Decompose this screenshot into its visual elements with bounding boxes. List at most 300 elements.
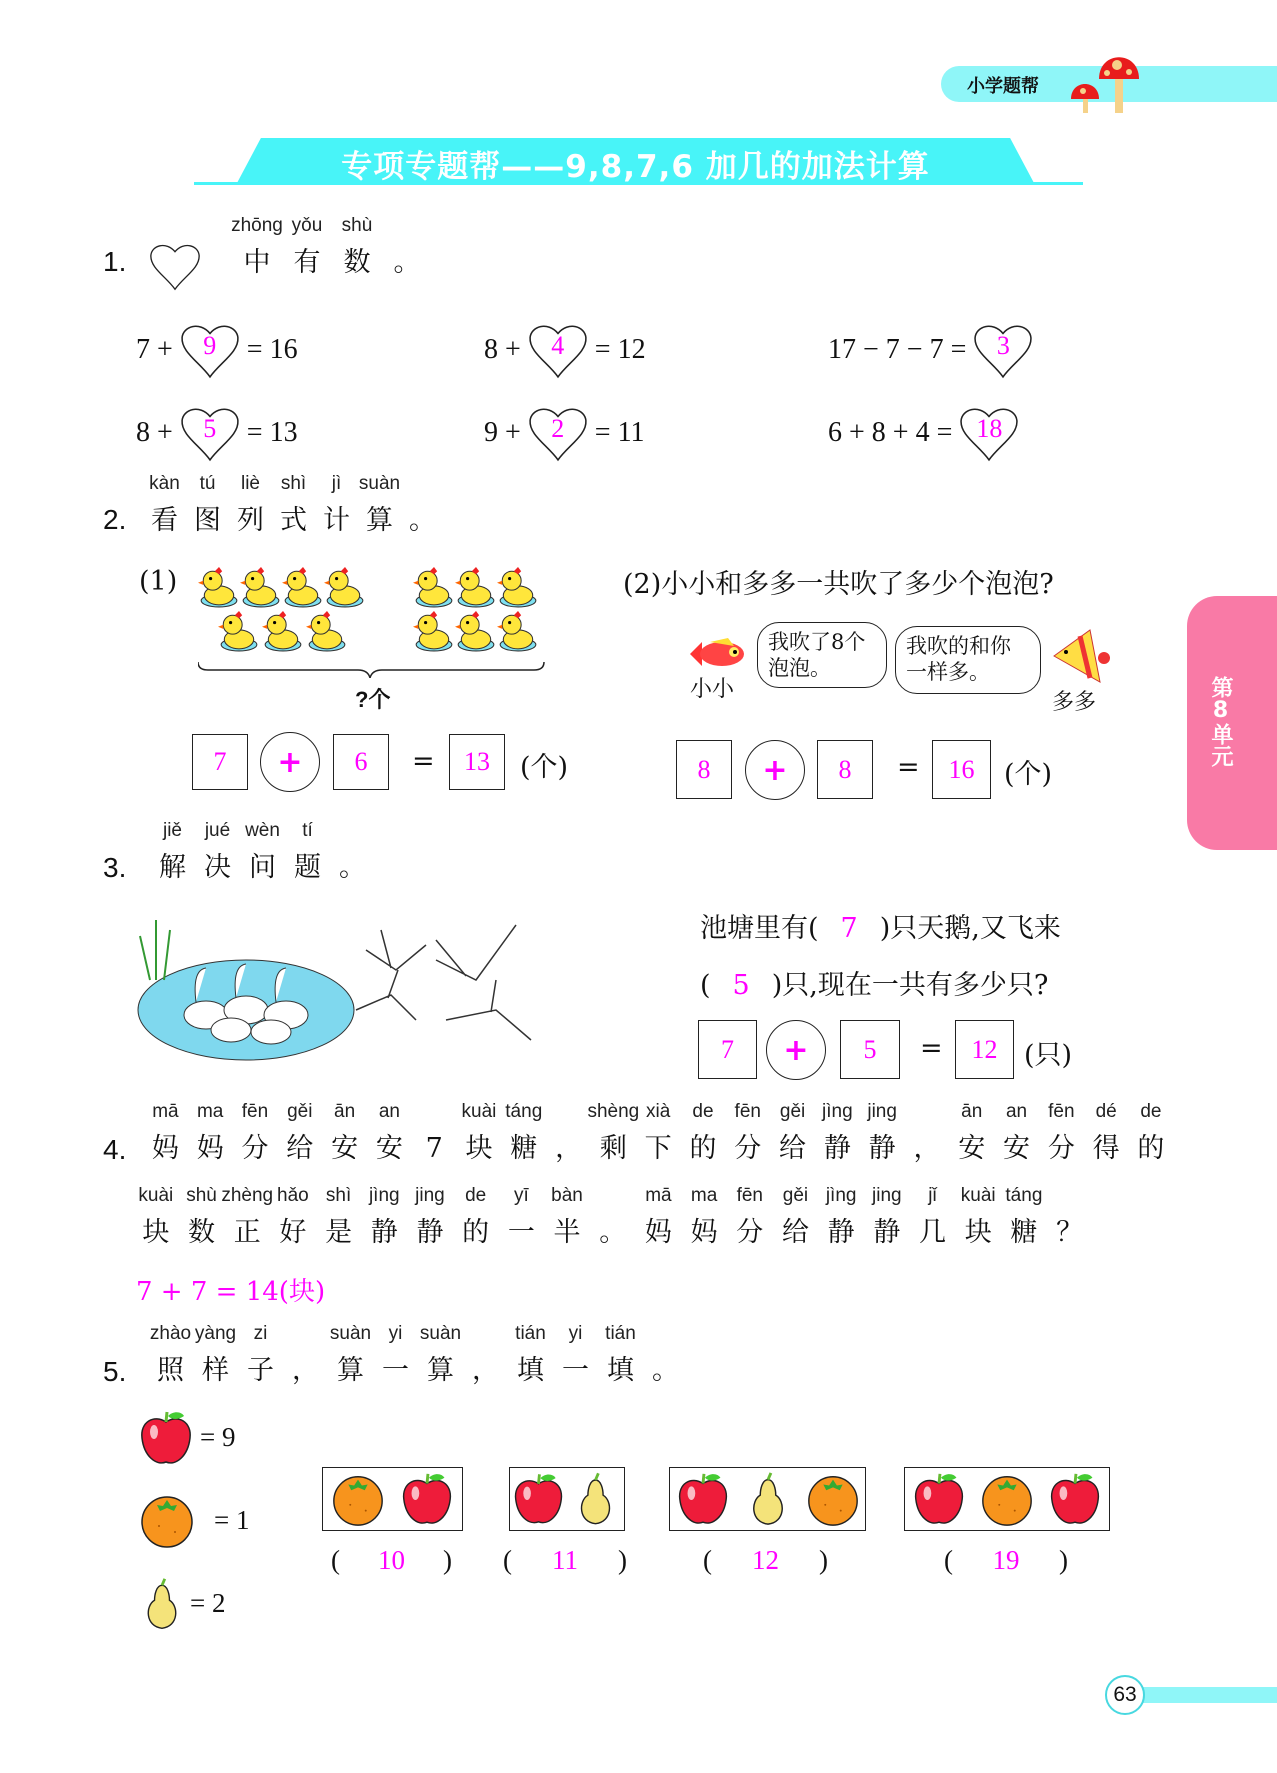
pinyin: fēn bbox=[241, 1101, 269, 1122]
pinyin: xià bbox=[646, 1101, 671, 1122]
pinyin: gěi bbox=[779, 1101, 806, 1122]
legend-orange-value: = 1 bbox=[214, 1505, 250, 1535]
hanzi: 块 bbox=[465, 1133, 493, 1164]
pinyin-char-cell bbox=[148, 1323, 193, 1389]
hanzi: 一 bbox=[382, 1355, 409, 1386]
pinyin-char-cell bbox=[508, 1323, 553, 1389]
hanzi: 妈 bbox=[151, 1133, 179, 1164]
pinyin-char-cell bbox=[316, 1185, 362, 1251]
addend-box-2[interactable]: 6 bbox=[333, 734, 389, 790]
q1-number: 1. bbox=[103, 246, 127, 277]
apple-icon bbox=[674, 1470, 732, 1528]
pinyin: ān bbox=[334, 1101, 356, 1122]
pinyin-char-cell bbox=[233, 1101, 278, 1167]
red-fish-icon bbox=[688, 636, 748, 672]
fish-name-xiaoxiao: 小小 bbox=[690, 677, 735, 702]
pinyin: hǎo bbox=[277, 1185, 309, 1206]
heart-icon bbox=[147, 241, 203, 291]
q5-instruction bbox=[148, 1323, 688, 1389]
hanzi: 静 bbox=[823, 1133, 851, 1164]
pinyin-char-cell bbox=[330, 820, 375, 886]
pinyin: de bbox=[692, 1101, 714, 1122]
q4-answer[interactable]: 7 + 7 = 14(块) bbox=[136, 1277, 326, 1307]
pinyin: an bbox=[378, 1101, 400, 1122]
pinyin: kàn bbox=[149, 473, 180, 494]
pinyin-char-cell bbox=[229, 473, 272, 539]
pinyin-char-cell bbox=[636, 1101, 681, 1167]
pinyin-char-cell bbox=[1001, 1185, 1047, 1251]
pinyin-char-cell bbox=[272, 473, 315, 539]
pinyin: shì bbox=[280, 473, 307, 494]
answer-blank[interactable]: 7 bbox=[840, 913, 858, 944]
hanzi: 分 bbox=[736, 1217, 764, 1248]
pinyin: jìng bbox=[368, 1185, 400, 1206]
apple-icon bbox=[510, 1470, 567, 1528]
q5-number: 5. bbox=[103, 1356, 127, 1387]
pinyin: suàn bbox=[329, 1323, 372, 1344]
pinyin-char-cell bbox=[188, 1101, 233, 1167]
pinyin: suàn bbox=[358, 473, 401, 494]
hanzi: 。 bbox=[339, 852, 366, 883]
pinyin: yàng bbox=[194, 1323, 237, 1344]
pinyin-char-cell bbox=[382, 215, 432, 281]
hanzi: 照 bbox=[157, 1355, 184, 1386]
pinyin: jing bbox=[415, 1185, 445, 1206]
hanzi: 给 bbox=[781, 1217, 809, 1248]
fish-name-duoduo: 多多 bbox=[1052, 690, 1097, 715]
yellow-fish-icon bbox=[1050, 622, 1110, 688]
legend-apple-value: = 9 bbox=[200, 1422, 236, 1452]
bracket-close: ) bbox=[1059, 1545, 1068, 1575]
pinyin-char-cell bbox=[499, 1185, 545, 1251]
pinyin-char-cell bbox=[457, 1101, 502, 1167]
pinyin-char-cell bbox=[133, 1185, 179, 1251]
hanzi: 数 bbox=[188, 1217, 216, 1248]
equation-suffix: = 13 bbox=[246, 417, 298, 448]
fruit-group-answer[interactable] bbox=[503, 1545, 627, 1576]
pinyin-char-cell bbox=[150, 820, 195, 886]
pinyin: jǐ bbox=[928, 1185, 937, 1206]
equation-prefix: 6 + 8 + 4 = bbox=[828, 417, 953, 448]
answer-value: 3 bbox=[996, 331, 1010, 360]
hanzi: 几 bbox=[919, 1217, 947, 1248]
pinyin: tí bbox=[302, 820, 313, 841]
fruit-group-box bbox=[669, 1467, 866, 1531]
fruit-group-box bbox=[322, 1467, 463, 1531]
hanzi: 。 bbox=[409, 505, 436, 536]
q2-instruction bbox=[143, 473, 444, 539]
pinyin: tián bbox=[605, 1323, 636, 1344]
bubble-line: 泡泡。 bbox=[768, 656, 831, 680]
q3-number: 3. bbox=[103, 852, 127, 883]
pinyin-char-cell bbox=[994, 1101, 1039, 1167]
hanzi: 分 bbox=[734, 1133, 762, 1164]
answer-value: 18 bbox=[976, 414, 1003, 443]
q4-number: 4. bbox=[103, 1134, 127, 1165]
hanzi: 好 bbox=[279, 1217, 307, 1248]
answer-value: 9 bbox=[203, 331, 217, 360]
hanzi: 。 bbox=[652, 1355, 679, 1386]
pear-icon bbox=[567, 1470, 624, 1528]
hanzi: 糖 bbox=[510, 1133, 538, 1164]
answer-blank[interactable]: 5 bbox=[732, 970, 750, 1001]
answer-value: 5 bbox=[203, 414, 217, 443]
pinyin: jiě bbox=[162, 820, 182, 841]
heart-equation bbox=[136, 321, 298, 379]
bracket-open: ( bbox=[503, 1545, 512, 1575]
equation-prefix: 7 + bbox=[136, 334, 173, 365]
hanzi: 的 bbox=[462, 1217, 490, 1248]
q4-line1 bbox=[143, 1101, 1173, 1167]
text: )只,现在一共有多少只? bbox=[771, 970, 1049, 1001]
hanzi: 决 bbox=[204, 852, 231, 883]
apple-icon bbox=[398, 1470, 456, 1528]
hanzi: 下 bbox=[644, 1133, 672, 1164]
bracket-open: ( bbox=[944, 1545, 953, 1575]
hanzi: 的 bbox=[689, 1133, 717, 1164]
pinyin: shù bbox=[186, 1185, 217, 1206]
addend-box-1[interactable]: 7 bbox=[192, 734, 248, 790]
orange-icon bbox=[804, 1470, 862, 1528]
hanzi: 填 bbox=[517, 1355, 544, 1386]
hanzi: 分 bbox=[241, 1133, 269, 1164]
pinyin-char-cell bbox=[186, 473, 229, 539]
pinyin-char-cell bbox=[501, 1101, 546, 1167]
operator-circle[interactable]: + bbox=[745, 740, 805, 800]
pinyin: jìng bbox=[825, 1185, 857, 1206]
pinyin: fēn bbox=[734, 1101, 761, 1122]
equation-prefix: 17 − 7 − 7 = bbox=[828, 334, 967, 365]
addend-box-1[interactable]: 8 bbox=[676, 740, 732, 799]
pinyin: ma bbox=[196, 1101, 224, 1122]
pinyin: gěi bbox=[782, 1185, 809, 1206]
fruit-group-answer[interactable] bbox=[331, 1545, 452, 1576]
pinyin-char-cell bbox=[232, 215, 282, 281]
pinyin-char-cell bbox=[643, 1323, 688, 1389]
pinyin-char-cell bbox=[270, 1185, 316, 1251]
pinyin-char-cell bbox=[1039, 1101, 1084, 1167]
pinyin-char-cell bbox=[598, 1323, 643, 1389]
text: ( bbox=[700, 970, 711, 1001]
hanzi: 列 bbox=[237, 505, 264, 536]
hanzi: 安 bbox=[375, 1133, 403, 1164]
pinyin-char-cell bbox=[361, 1185, 407, 1251]
result-box[interactable]: 16 bbox=[932, 740, 991, 799]
pear-icon bbox=[134, 1574, 190, 1634]
pinyin-char-cell bbox=[544, 1185, 590, 1251]
pinyin-char-cell bbox=[818, 1185, 864, 1251]
pinyin-char-cell bbox=[238, 1323, 283, 1389]
q3-instruction bbox=[150, 820, 375, 886]
hanzi: 妈 bbox=[196, 1133, 224, 1164]
pinyin: jing bbox=[867, 1101, 897, 1122]
heart-answer-slot[interactable] bbox=[527, 404, 589, 462]
pinyin: mā bbox=[152, 1101, 179, 1122]
addend-box-2[interactable]: 8 bbox=[817, 740, 873, 799]
operator-circle[interactable]: + bbox=[260, 732, 320, 792]
mushroom-icon bbox=[1065, 45, 1150, 115]
hanzi: 安 bbox=[1003, 1133, 1031, 1164]
hanzi: 算 bbox=[337, 1355, 364, 1386]
pinyin-char-cell bbox=[283, 1323, 328, 1389]
equation-suffix: = 16 bbox=[246, 334, 298, 365]
addend-box-2[interactable]: 5 bbox=[840, 1020, 900, 1079]
hanzi: 题 bbox=[294, 852, 321, 883]
pinyin-char-cell bbox=[221, 1185, 274, 1251]
pinyin: zhèng bbox=[221, 1185, 274, 1206]
heart-answer-slot[interactable] bbox=[179, 321, 241, 379]
equation-prefix: 8 + bbox=[136, 417, 173, 448]
equation-suffix: = 12 bbox=[594, 334, 646, 365]
hanzi: 问 bbox=[249, 852, 276, 883]
page-number: 63 bbox=[1105, 1675, 1145, 1715]
pinyin-char-cell bbox=[553, 1323, 598, 1389]
equals-sign: = bbox=[412, 746, 435, 777]
pinyin: dé bbox=[1095, 1101, 1117, 1122]
hanzi: 算 bbox=[427, 1355, 454, 1386]
unit-label: (只) bbox=[1024, 1040, 1073, 1071]
equation-prefix: 8 + bbox=[484, 334, 521, 365]
heart-equation bbox=[828, 321, 1040, 379]
hanzi: 静 bbox=[370, 1217, 398, 1248]
hanzi: 糖 bbox=[1010, 1217, 1038, 1248]
equals-sign: = bbox=[897, 752, 920, 783]
fruit-group-box bbox=[904, 1467, 1110, 1531]
answer-value: 4 bbox=[551, 331, 565, 360]
pinyin-char-cell bbox=[332, 215, 382, 281]
pinyin-char-cell bbox=[636, 1185, 682, 1251]
hanzi: 剩 bbox=[599, 1133, 627, 1164]
answer-value: 10 bbox=[378, 1545, 405, 1575]
pinyin-char-cell bbox=[285, 820, 330, 886]
q1-instruction bbox=[232, 215, 432, 281]
apple-icon bbox=[136, 1408, 196, 1468]
pinyin-char-cell bbox=[681, 1185, 727, 1251]
hanzi: 样 bbox=[202, 1355, 229, 1386]
heart-equation bbox=[828, 404, 1026, 462]
hanzi: 正 bbox=[233, 1217, 261, 1248]
operator-circle[interactable]: + bbox=[766, 1020, 826, 1080]
pinyin: shèng bbox=[587, 1101, 640, 1122]
unit-label: (个) bbox=[1004, 759, 1053, 790]
pinyin: tú bbox=[199, 473, 216, 494]
hanzi: 计 bbox=[323, 505, 350, 536]
pinyin-char-cell bbox=[195, 820, 240, 886]
q2-part2-question: (2)小小和多多一共吹了多少个泡泡? bbox=[623, 569, 1054, 600]
hanzi: 块 bbox=[964, 1217, 992, 1248]
hanzi: 7 bbox=[425, 1133, 443, 1164]
page-title: 专项专题帮——9,8,7,6 加几的加法计算 bbox=[341, 149, 930, 185]
pinyin-char-cell bbox=[864, 1185, 910, 1251]
pinyin-char-cell bbox=[179, 1185, 225, 1251]
pinyin-char-cell bbox=[463, 1323, 508, 1389]
pinyin: shù bbox=[341, 215, 373, 236]
pinyin: liè bbox=[240, 473, 260, 494]
bracket-close: ) bbox=[618, 1545, 627, 1575]
orange-icon bbox=[978, 1470, 1036, 1528]
hanzi: 静 bbox=[416, 1217, 444, 1248]
apple-icon bbox=[910, 1470, 968, 1528]
bracket-close: ) bbox=[443, 1545, 452, 1575]
hanzi: 给 bbox=[779, 1133, 807, 1164]
speech-bubble-left bbox=[757, 622, 887, 688]
pinyin: kuài bbox=[960, 1185, 996, 1206]
pinyin-char-cell bbox=[955, 1185, 1001, 1251]
orange-icon bbox=[329, 1470, 387, 1528]
pinyin-char-cell bbox=[407, 1185, 453, 1251]
unit-tab-label: 第8单元 bbox=[1208, 676, 1233, 767]
hanzi: 一 bbox=[507, 1217, 535, 1248]
pinyin: yi bbox=[388, 1323, 403, 1344]
pinyin: ān bbox=[961, 1101, 983, 1122]
heart-answer-slot[interactable] bbox=[527, 321, 589, 379]
hanzi: 分 bbox=[1047, 1133, 1075, 1164]
hanzi: 安 bbox=[331, 1133, 359, 1164]
answer-value: 12 bbox=[752, 1545, 779, 1575]
hanzi: 。 bbox=[599, 1217, 627, 1248]
fruit-group-answer[interactable] bbox=[944, 1545, 1068, 1576]
heart-answer-slot[interactable] bbox=[972, 321, 1034, 379]
hanzi: 图 bbox=[194, 505, 221, 536]
pinyin: jué bbox=[204, 820, 231, 841]
hanzi: 中 bbox=[243, 247, 271, 278]
hanzi: 式 bbox=[280, 505, 307, 536]
hanzi: 算 bbox=[366, 505, 393, 536]
pinyin-char-cell bbox=[453, 1185, 499, 1251]
equation-prefix: 9 + bbox=[484, 417, 521, 448]
pinyin: an bbox=[1005, 1101, 1028, 1122]
hanzi: 数 bbox=[343, 247, 371, 278]
bubble-line: 我吹了8个 bbox=[768, 630, 866, 654]
equation-suffix: = 11 bbox=[594, 417, 645, 448]
pear-icon bbox=[739, 1470, 797, 1528]
pinyin-char-cell bbox=[590, 1185, 636, 1251]
answer-value: 11 bbox=[552, 1545, 578, 1575]
pinyin-char-cell bbox=[546, 1101, 591, 1167]
swans-illustration bbox=[136, 910, 566, 1065]
pinyin-char-cell bbox=[815, 1101, 860, 1167]
bracket-open: ( bbox=[331, 1545, 340, 1575]
ducks-illustration bbox=[198, 566, 548, 678]
answer-value: 2 bbox=[551, 414, 565, 443]
q4-line2 bbox=[133, 1185, 1092, 1251]
hanzi: 。 bbox=[393, 247, 421, 278]
pinyin: yǒu bbox=[291, 215, 323, 236]
pinyin-char-cell bbox=[418, 1323, 463, 1389]
pinyin: táng bbox=[1005, 1185, 1043, 1206]
pinyin: jing bbox=[872, 1185, 902, 1206]
pinyin: tián bbox=[515, 1323, 546, 1344]
pinyin-char-cell bbox=[1047, 1185, 1093, 1251]
pinyin: kuài bbox=[138, 1185, 174, 1206]
hanzi: 一 bbox=[562, 1355, 589, 1386]
hanzi: ， bbox=[292, 1355, 319, 1386]
result-box[interactable]: 12 bbox=[955, 1020, 1014, 1079]
pinyin: jìng bbox=[822, 1101, 853, 1122]
pinyin-char-cell bbox=[1084, 1101, 1129, 1167]
heart-answer-slot[interactable] bbox=[179, 404, 241, 462]
pinyin-char-cell bbox=[401, 473, 444, 539]
hanzi: 给 bbox=[286, 1133, 314, 1164]
pinyin-char-cell bbox=[725, 1101, 770, 1167]
pinyin-char-cell bbox=[773, 1185, 819, 1251]
hanzi: 静 bbox=[827, 1217, 855, 1248]
q3-text-line2 bbox=[700, 963, 1048, 1002]
pinyin: shì bbox=[325, 1185, 352, 1206]
bubble-line: 一样多。 bbox=[906, 660, 990, 684]
text: 池塘里有( bbox=[700, 913, 819, 944]
pinyin: de bbox=[1140, 1101, 1162, 1122]
orange-icon bbox=[136, 1490, 198, 1550]
brace-label: ?个 bbox=[355, 687, 391, 712]
pinyin: yī bbox=[513, 1185, 529, 1206]
pinyin-char-cell bbox=[681, 1101, 726, 1167]
hanzi: 妈 bbox=[644, 1217, 672, 1248]
bubble-line: 我吹的和你 bbox=[906, 634, 1011, 658]
hanzi: 静 bbox=[873, 1217, 901, 1248]
q2-part1-label: (1) bbox=[139, 566, 178, 597]
pinyin-char-cell bbox=[315, 473, 358, 539]
apple-icon bbox=[1046, 1470, 1104, 1528]
heart-answer-slot[interactable] bbox=[958, 404, 1020, 462]
fruit-group-answer[interactable] bbox=[703, 1545, 828, 1576]
hanzi: ， bbox=[555, 1133, 583, 1164]
speech-bubble-right bbox=[895, 626, 1041, 694]
fruit-group-box bbox=[509, 1467, 625, 1531]
hanzi: 的 bbox=[1137, 1133, 1165, 1164]
pinyin-char-cell bbox=[322, 1101, 367, 1167]
hanzi: 看 bbox=[151, 505, 178, 536]
hanzi: 半 bbox=[553, 1217, 581, 1248]
pinyin-char-cell bbox=[910, 1185, 956, 1251]
pinyin: de bbox=[465, 1185, 487, 1206]
pinyin: zi bbox=[253, 1323, 268, 1344]
pinyin: bàn bbox=[551, 1185, 583, 1206]
bracket-open: ( bbox=[703, 1545, 712, 1575]
hanzi: 有 bbox=[293, 247, 321, 278]
pinyin-char-cell bbox=[412, 1101, 457, 1167]
hanzi: 块 bbox=[142, 1217, 170, 1248]
pinyin: suàn bbox=[419, 1323, 462, 1344]
equals-sign: = bbox=[920, 1033, 943, 1064]
unit-label: (个) bbox=[520, 752, 569, 783]
heart-equation bbox=[136, 404, 298, 462]
pinyin-char-cell bbox=[367, 1101, 412, 1167]
pinyin-char-cell bbox=[328, 1323, 373, 1389]
result-box[interactable]: 13 bbox=[449, 734, 505, 790]
q2-number: 2. bbox=[103, 504, 127, 535]
heart-equation bbox=[484, 321, 646, 379]
pinyin-char-cell bbox=[770, 1101, 815, 1167]
pinyin: jì bbox=[331, 473, 342, 494]
pinyin-char-cell bbox=[373, 1323, 418, 1389]
pinyin-char-cell bbox=[277, 1101, 322, 1167]
pinyin: ma bbox=[690, 1185, 718, 1206]
legend-pear-value: = 2 bbox=[190, 1588, 226, 1618]
pinyin-char-cell bbox=[240, 820, 285, 886]
pinyin-char-cell bbox=[949, 1101, 994, 1167]
pinyin-char-cell bbox=[282, 215, 332, 281]
pinyin-char-cell bbox=[143, 1101, 188, 1167]
hanzi: 解 bbox=[159, 852, 186, 883]
text: )只天鹅,又飞来 bbox=[879, 913, 1061, 944]
unit-tab bbox=[1187, 596, 1277, 850]
hanzi: 填 bbox=[607, 1355, 634, 1386]
hanzi: ？ bbox=[1056, 1217, 1084, 1248]
pinyin-char-cell bbox=[1129, 1101, 1174, 1167]
pinyin: zhōng bbox=[231, 215, 283, 236]
addend-box-1[interactable]: 7 bbox=[698, 1020, 757, 1079]
